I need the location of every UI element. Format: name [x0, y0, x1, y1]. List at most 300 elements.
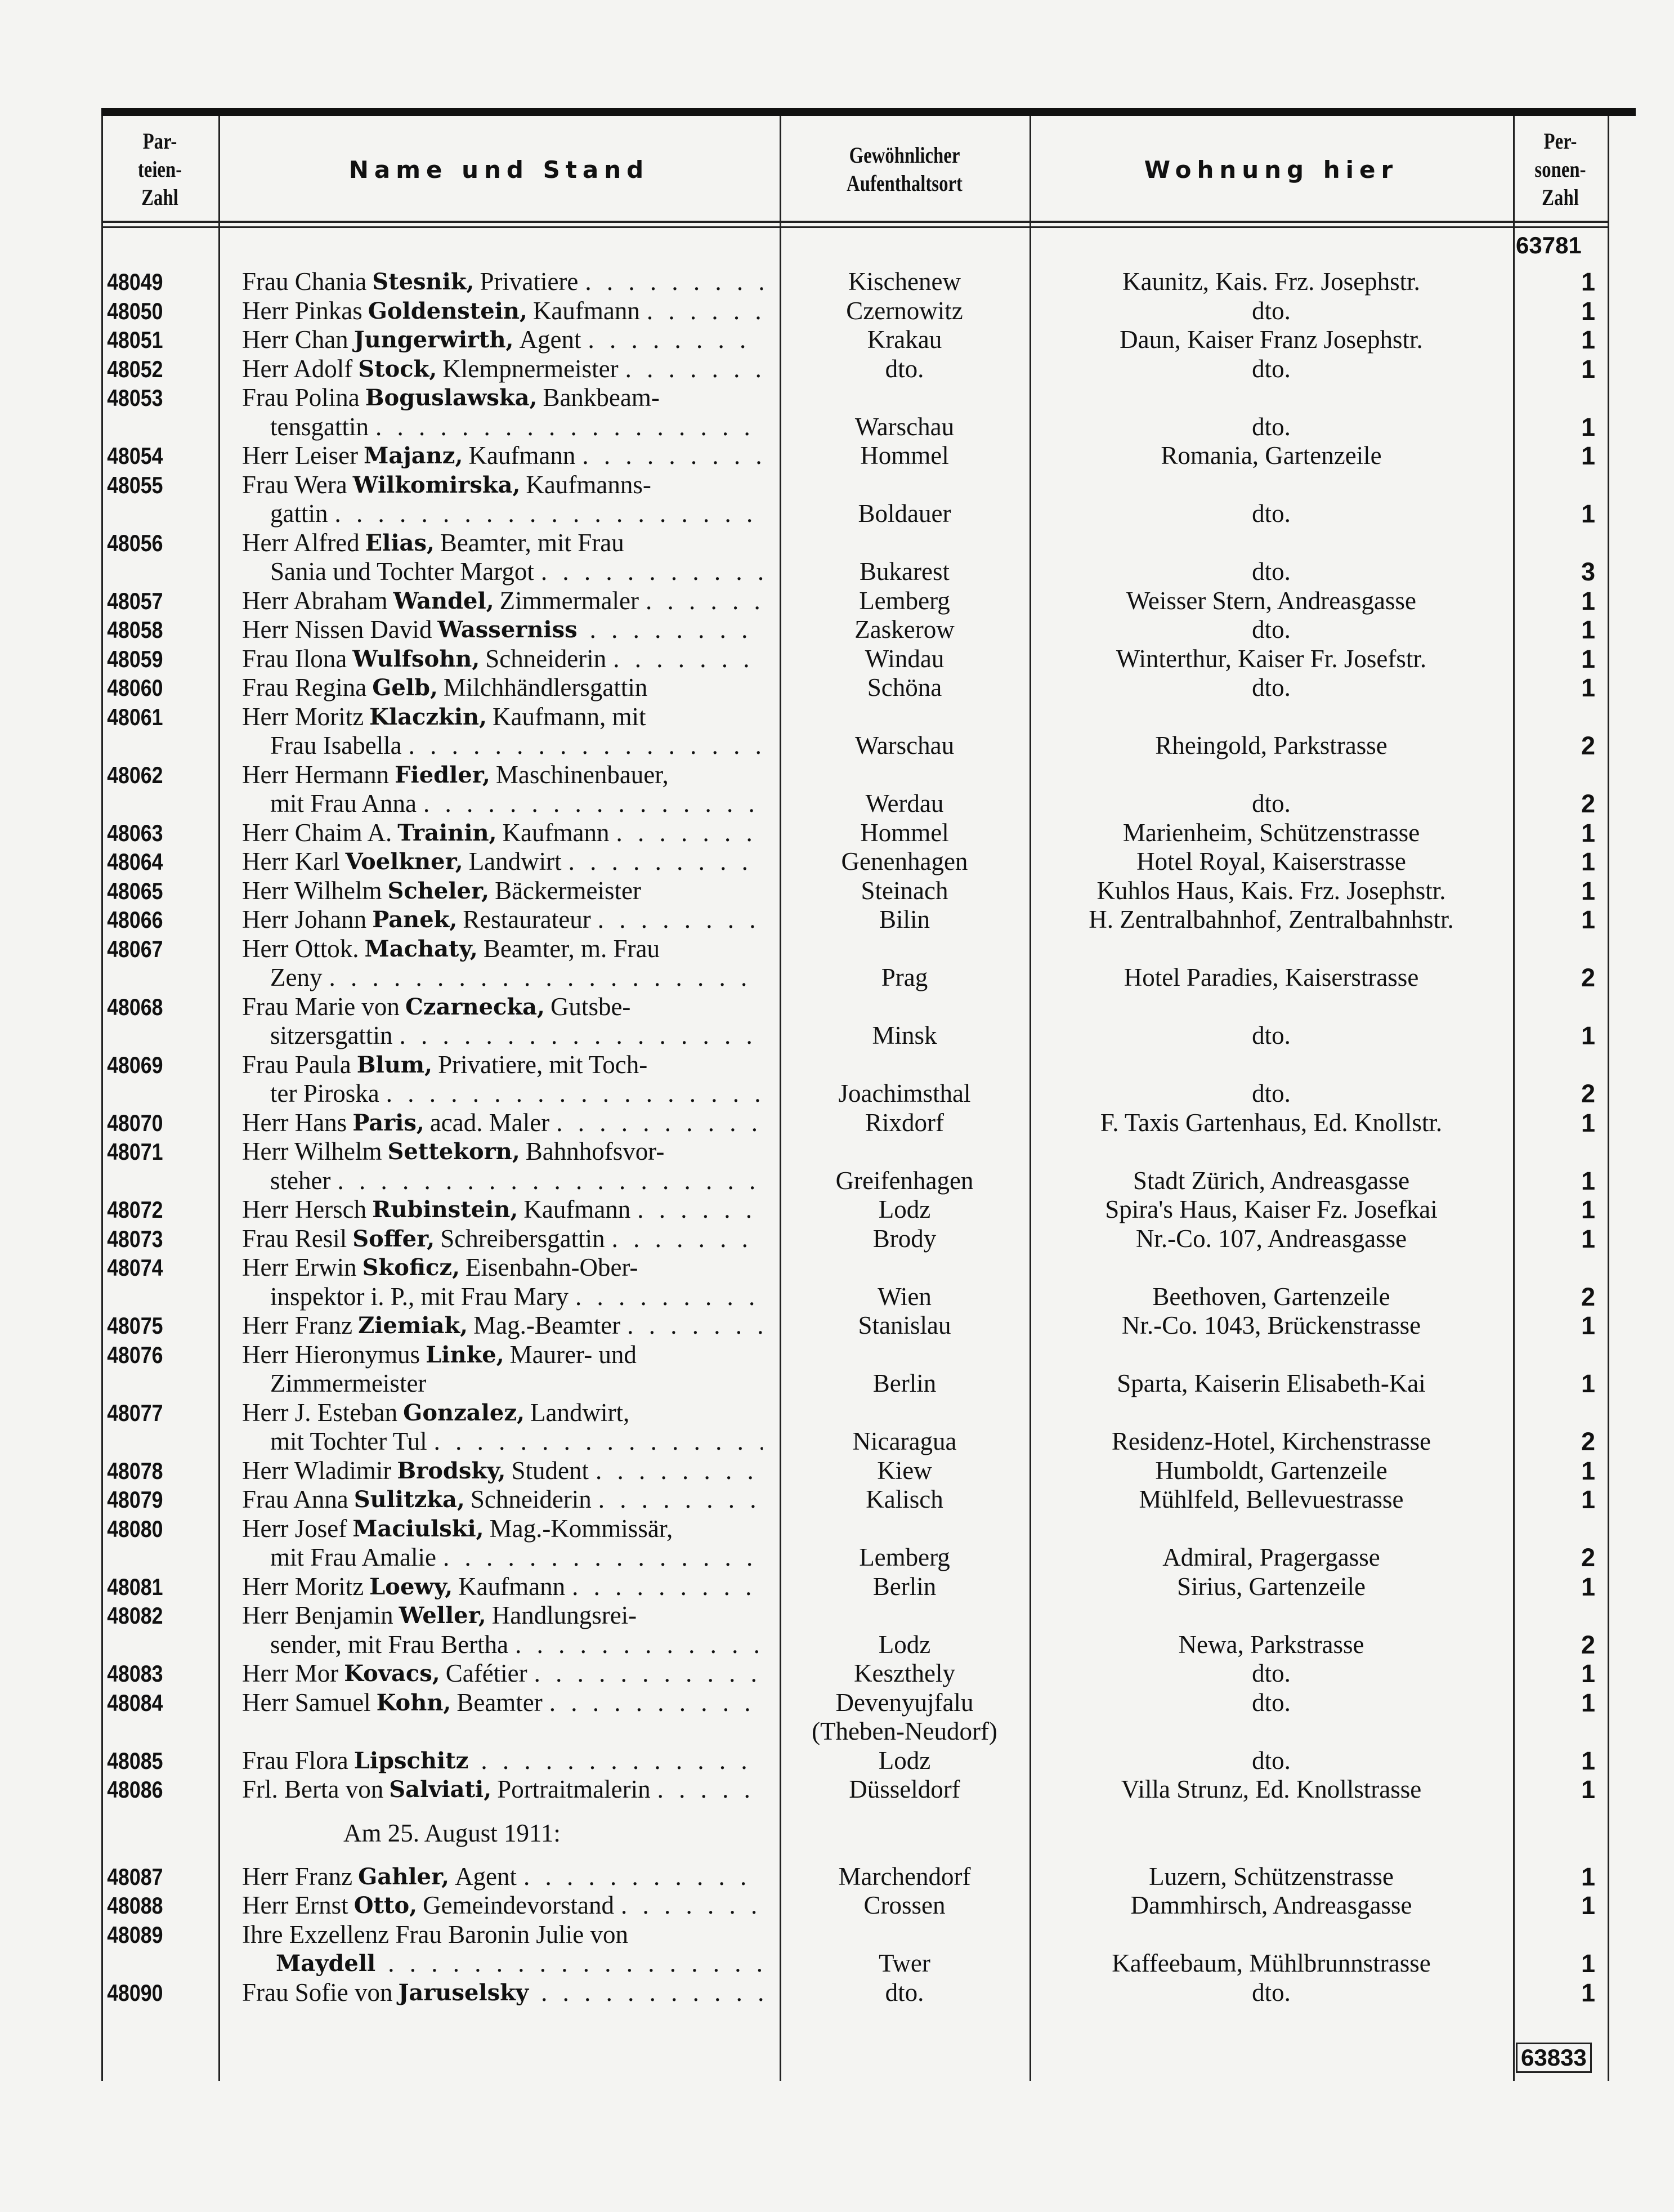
- usual-residence: [780, 1659, 1030, 1688]
- leader-dots: [647, 297, 763, 326]
- party-number: 48077: [107, 1399, 163, 1426]
- surname: Wasserniss: [437, 616, 578, 643]
- residence-text: Genenhagen: [841, 847, 968, 875]
- usual-residence: [780, 1253, 1030, 1311]
- usual-residence: [780, 1891, 1030, 1920]
- name-prefix: Herr Josef: [242, 1514, 347, 1543]
- address-text: Sirius, Gartenzeile: [1177, 1572, 1366, 1601]
- name-line: [242, 1746, 763, 1776]
- persons-count: [1513, 1340, 1608, 1398]
- residence-text: Berlin: [872, 1369, 937, 1397]
- name-line: [242, 1485, 763, 1514]
- surname: Maydell: [276, 1950, 376, 1977]
- name-prefix: inspektor i. P., mit Frau Mary: [270, 1282, 569, 1311]
- occupation: Privatiere: [480, 267, 579, 296]
- persons-count: [1513, 877, 1608, 906]
- name-prefix: Herr J. Esteban: [242, 1398, 398, 1427]
- name-line: [242, 1282, 763, 1312]
- header-line: Zahl: [1542, 185, 1579, 210]
- name-prefix: Herr Chan: [242, 325, 348, 354]
- name-line: [242, 1195, 763, 1225]
- local-address: [1030, 877, 1513, 906]
- local-address: [1030, 1746, 1513, 1776]
- persons-count: [1513, 1978, 1608, 2008]
- table-row: [101, 993, 1608, 1051]
- leader-dots: [588, 325, 763, 355]
- top-rule: [101, 108, 1636, 116]
- residence-text: Prag: [881, 963, 928, 991]
- name-prefix: Herr Erwin: [242, 1253, 357, 1281]
- table-row: [101, 1109, 1608, 1138]
- table-row: [101, 471, 1608, 529]
- surname: Rubinstein,: [372, 1196, 518, 1223]
- name-prefix: Herr Wilhelm: [242, 876, 382, 905]
- local-address: [1030, 1311, 1513, 1340]
- persons-value: 1: [1581, 296, 1595, 325]
- usual-residence: [780, 905, 1030, 935]
- surname: Gelb,: [372, 674, 438, 701]
- table-row: [101, 877, 1608, 906]
- persons-count: [1513, 1746, 1608, 1776]
- persons-value: 1: [1581, 1949, 1595, 1978]
- usual-residence: [780, 1572, 1030, 1602]
- name-and-status: [218, 1311, 780, 1340]
- header-line: teien-: [137, 157, 182, 182]
- address-text: Winterthur, Kaiser Fr. Josefstr.: [1116, 644, 1427, 673]
- usual-residence: [780, 1340, 1030, 1398]
- surname: Kohn,: [376, 1689, 451, 1716]
- name-line: [242, 325, 763, 355]
- leader-dots: [329, 963, 763, 993]
- persons-count: [1513, 993, 1608, 1051]
- name-line: [242, 1514, 763, 1544]
- leader-dots: [409, 731, 763, 761]
- table-row: [101, 1195, 1608, 1225]
- surname: Klaczkin,: [369, 703, 487, 730]
- occupation: Kaufmann: [458, 1572, 566, 1601]
- address-text: dto.: [1252, 1021, 1291, 1049]
- residence-text: Minsk: [872, 1021, 937, 1049]
- leader-dots: [334, 499, 763, 529]
- persons-value: 1: [1581, 1369, 1595, 1398]
- name-prefix: Frau Anna: [242, 1485, 348, 1513]
- page-total: 63833: [1516, 2043, 1592, 2073]
- residence-text: Schöna: [867, 673, 942, 701]
- persons-value: 1: [1581, 412, 1595, 441]
- surname: Gahler,: [358, 1863, 450, 1890]
- header-address: Wohnung hier: [1144, 155, 1399, 184]
- occupation: Restaurateur: [463, 905, 591, 933]
- occupation: Beamter, mit Frau: [440, 528, 624, 557]
- usual-residence: [780, 1775, 1030, 1804]
- persons-count: [1513, 1311, 1608, 1340]
- surname: Otto,: [353, 1892, 418, 1919]
- address-text: dto.: [1252, 1746, 1291, 1775]
- name-line: [242, 1167, 763, 1196]
- name-line: [242, 731, 763, 761]
- persons-count: [1513, 325, 1608, 355]
- residence-text: Marchendorf: [838, 1862, 971, 1891]
- address-text: dto.: [1252, 557, 1291, 586]
- party-number: 48086: [107, 1776, 163, 1803]
- address-text: dto.: [1252, 412, 1291, 441]
- name-line: [242, 1949, 763, 1978]
- name-line: [242, 1225, 763, 1254]
- name-line: [242, 1051, 763, 1080]
- name-prefix: tensgattin: [270, 412, 369, 441]
- local-address: [1030, 1253, 1513, 1311]
- persons-value: 1: [1581, 499, 1595, 528]
- persons-count: [1513, 819, 1608, 848]
- residence-text: Warschau: [854, 412, 955, 441]
- name-line: [242, 1253, 763, 1282]
- local-address: [1030, 673, 1513, 703]
- party-number: 48084: [107, 1689, 163, 1716]
- residence-text: Düsseldorf: [849, 1775, 960, 1803]
- party-number: 48060: [107, 674, 163, 701]
- name-prefix: Frau Resil: [242, 1224, 347, 1253]
- table-row: [101, 1659, 1608, 1688]
- occupation: acad. Maler: [429, 1108, 550, 1137]
- persons-value: 1: [1581, 876, 1595, 905]
- leader-dots: [375, 413, 763, 442]
- name-line: [242, 587, 763, 616]
- party-number: 48070: [107, 1109, 163, 1136]
- name-prefix: steher: [270, 1166, 331, 1195]
- name-and-status: [218, 1225, 780, 1254]
- surname: Stesnik,: [372, 269, 475, 295]
- table-row: [101, 325, 1608, 355]
- local-address: [1030, 1051, 1513, 1109]
- name-and-status: [218, 1920, 780, 1978]
- local-address: [1030, 645, 1513, 674]
- name-line: [242, 1630, 763, 1660]
- party-number: 48056: [107, 529, 163, 556]
- local-address: [1030, 1514, 1513, 1572]
- occupation: Kaufmann: [532, 296, 640, 325]
- usual-residence: [780, 267, 1030, 297]
- leader-dots: [541, 557, 763, 587]
- leader-dots: [399, 1021, 763, 1051]
- name-prefix: Herr Pinkas: [242, 296, 362, 325]
- usual-residence: [780, 935, 1030, 993]
- persons-value: 1: [1581, 905, 1595, 934]
- surname: Boguslawska,: [365, 385, 538, 411]
- occupation: Handlungsrei-: [491, 1601, 637, 1629]
- persons-count: [1513, 1195, 1608, 1225]
- leader-dots: [541, 1978, 763, 2008]
- name-prefix: Herr Samuel: [242, 1688, 371, 1717]
- name-line: [242, 499, 763, 529]
- persons-value: 1: [1581, 1775, 1595, 1804]
- leader-dots: [549, 1688, 763, 1718]
- name-line: [242, 1398, 763, 1428]
- surname: Stock,: [358, 355, 437, 382]
- persons-value: 1: [1581, 1862, 1595, 1891]
- header-line: Par-: [142, 128, 177, 154]
- residence-text: Krakau: [867, 325, 942, 354]
- persons-count: [1513, 703, 1608, 761]
- occupation: Bankbeam-: [543, 383, 660, 412]
- party-number: 48052: [107, 355, 163, 382]
- name-line: [242, 1688, 763, 1718]
- party-number: 48088: [107, 1892, 163, 1919]
- usual-residence: [780, 703, 1030, 761]
- local-address: [1030, 529, 1513, 587]
- residence-text: Windau: [865, 644, 945, 673]
- residence-text: Steinach: [861, 876, 948, 905]
- persons-count: [1513, 1225, 1608, 1254]
- address-text: Marienheim, Schützenstrasse: [1122, 818, 1420, 847]
- surname: Wandel,: [393, 587, 494, 614]
- residence-text: Zaskerow: [854, 615, 955, 644]
- party-number: 48076: [107, 1341, 163, 1368]
- usual-residence: [780, 1978, 1030, 2008]
- leader-dots: [388, 1949, 763, 1978]
- local-address: [1030, 297, 1513, 326]
- residence-text: Lodz: [878, 1195, 931, 1223]
- usual-residence: [780, 1688, 1030, 1746]
- name-and-status: [218, 1137, 780, 1195]
- name-line: [242, 761, 763, 790]
- address-text: Admiral, Pragergasse: [1162, 1543, 1380, 1571]
- name-prefix: Frau Isabella: [270, 731, 402, 759]
- persons-count: [1513, 267, 1608, 297]
- local-address: [1030, 1920, 1513, 1978]
- party-number: 48065: [107, 877, 163, 904]
- surname: Sulitzka,: [353, 1486, 465, 1513]
- persons-value: 1: [1581, 586, 1595, 615]
- name-line: [242, 703, 763, 732]
- address-text: dto.: [1252, 1659, 1291, 1687]
- name-prefix: Herr Franz: [242, 1862, 353, 1891]
- persons-value: 2: [1581, 1427, 1595, 1456]
- party-number: 48054: [107, 443, 163, 469]
- persons-value: 2: [1581, 1079, 1595, 1108]
- carry-over-total: 63781: [1516, 232, 1582, 258]
- name-line: [242, 877, 763, 906]
- residence-text: Rixdorf: [865, 1108, 944, 1137]
- leader-dots: [569, 847, 763, 877]
- name-prefix: Herr Ernst: [242, 1891, 348, 1919]
- local-address: [1030, 1398, 1513, 1456]
- table-row: [101, 673, 1608, 703]
- name-line: [242, 905, 763, 935]
- address-text: Dammhirsch, Andreasgasse: [1130, 1891, 1412, 1919]
- table-row: [101, 645, 1608, 674]
- leader-dots: [596, 1456, 763, 1486]
- residence-text: Brody: [872, 1224, 937, 1253]
- table-row: [101, 1253, 1608, 1311]
- occupation: Agent: [455, 1862, 517, 1891]
- residence-text: Bukarest: [860, 557, 950, 586]
- persons-value: 1: [1581, 1746, 1595, 1775]
- occupation: Milchhändlersgattin: [443, 673, 648, 701]
- surname: Panek,: [372, 906, 458, 933]
- residence-text: Werdau: [865, 789, 944, 817]
- name-prefix: Herr Wladimir: [242, 1456, 392, 1485]
- name-prefix: Herr Hieronymus: [242, 1340, 420, 1369]
- persons-count: [1513, 355, 1608, 384]
- name-and-status: [218, 819, 780, 848]
- persons-value: 1: [1581, 325, 1595, 354]
- persons-value: 1: [1581, 1485, 1595, 1514]
- persons-count: [1513, 1572, 1608, 1602]
- persons-value: 1: [1581, 1311, 1595, 1340]
- local-address: [1030, 355, 1513, 384]
- name-prefix: Herr Hersch: [242, 1195, 367, 1223]
- name-and-status: [218, 355, 780, 384]
- name-prefix: Herr Hans: [242, 1108, 347, 1137]
- local-address: [1030, 1225, 1513, 1254]
- persons-count: [1513, 615, 1608, 645]
- leader-dots: [637, 1195, 763, 1225]
- table-row: [101, 1920, 1608, 1978]
- local-address: [1030, 761, 1513, 819]
- address-text: dto.: [1252, 1079, 1291, 1107]
- table-row: [101, 1340, 1608, 1398]
- name-and-status: [218, 1688, 780, 1746]
- name-prefix: Herr Hermann: [242, 760, 390, 789]
- occupation: Privatiere, mit Toch-: [438, 1050, 648, 1079]
- party-number: 48050: [107, 297, 163, 324]
- address-text: Spira's Haus, Kaiser Fz. Josefkai: [1105, 1195, 1438, 1223]
- occupation: Eisenbahn-Ober-: [466, 1253, 638, 1281]
- name-prefix: Herr Abraham: [242, 586, 388, 615]
- persons-value: 1: [1581, 1108, 1595, 1137]
- persons-count: [1513, 1485, 1608, 1514]
- occupation: Schneiderin: [470, 1485, 592, 1513]
- leader-dots: [598, 1485, 763, 1514]
- occupation: Landwirt,: [530, 1398, 630, 1427]
- name-and-status: [218, 1572, 780, 1602]
- persons-count: [1513, 905, 1608, 935]
- header-party-number: [112, 116, 208, 223]
- usual-residence: [780, 471, 1030, 529]
- name-and-status: [218, 1775, 780, 1804]
- local-address: [1030, 1195, 1513, 1225]
- persons-count: [1513, 441, 1608, 471]
- local-address: [1030, 1978, 1513, 2008]
- name-line: [242, 645, 763, 674]
- name-line: [242, 615, 763, 645]
- party-number: 48085: [107, 1747, 163, 1774]
- address-text: Daun, Kaiser Franz Josephstr.: [1120, 325, 1423, 354]
- surname: Fiedler,: [395, 761, 490, 788]
- surname: Machaty,: [364, 935, 478, 962]
- persons-value: 1: [1581, 267, 1595, 296]
- party-number: 48078: [107, 1457, 163, 1484]
- usual-residence: [780, 529, 1030, 587]
- persons-count: [1513, 1775, 1608, 1804]
- name-line: [242, 1601, 763, 1630]
- residence-text: dto.: [885, 354, 924, 383]
- name-prefix: Herr Adolf: [242, 354, 353, 383]
- name-line: [242, 1891, 763, 1920]
- address-text: H. Zentralbahnhof, Zentralbahnhstr.: [1089, 905, 1454, 933]
- persons-value: 1: [1581, 818, 1595, 847]
- local-address: [1030, 993, 1513, 1051]
- residence-text: Kiew: [877, 1456, 932, 1485]
- leader-dots: [657, 1775, 763, 1804]
- name-line: [242, 1427, 763, 1456]
- party-number: 48059: [107, 645, 163, 672]
- address-text: Kaunitz, Kais. Frz. Josephstr.: [1122, 267, 1420, 296]
- table-row: [101, 703, 1608, 761]
- persons-value: 1: [1581, 1021, 1595, 1050]
- name-prefix: Zimmermeister: [270, 1369, 427, 1397]
- usual-residence: [780, 1746, 1030, 1776]
- usual-residence: [780, 1225, 1030, 1254]
- local-address: [1030, 1456, 1513, 1486]
- address-text: dto.: [1252, 789, 1291, 817]
- table-row: [101, 1456, 1608, 1486]
- surname: Salviati,: [389, 1776, 492, 1803]
- surname: Goldenstein,: [368, 297, 527, 324]
- occupation: Gutsbe-: [550, 992, 631, 1021]
- party-number: 48073: [107, 1225, 163, 1252]
- address-text: dto.: [1252, 1688, 1291, 1717]
- leader-dots: [625, 355, 763, 384]
- surname: Weller,: [399, 1602, 486, 1629]
- residence-text: Twer: [879, 1949, 930, 1977]
- name-line: [242, 1862, 763, 1892]
- local-address: [1030, 441, 1513, 471]
- party-number: 48063: [107, 819, 163, 846]
- persons-value: 3: [1581, 557, 1595, 586]
- persons-value: 2: [1581, 1282, 1595, 1311]
- name-and-status: [218, 1109, 780, 1138]
- residence-text: dto.: [885, 1978, 924, 2007]
- name-and-status: [218, 471, 780, 529]
- surname: Czarnecka,: [405, 993, 545, 1020]
- name-and-status: [218, 1456, 780, 1486]
- header-name: Name und Stand: [348, 155, 650, 184]
- occupation: Student: [511, 1456, 589, 1485]
- persons-count: [1513, 1109, 1608, 1138]
- name-line: [242, 1572, 763, 1602]
- usual-residence: [780, 1195, 1030, 1225]
- occupation: Beamter, m. Frau: [483, 934, 660, 963]
- name-and-status: [218, 1398, 780, 1456]
- occupation: Mag.-Kommissär,: [489, 1514, 673, 1543]
- residence-text: Kalisch: [866, 1485, 943, 1513]
- party-number: 48090: [107, 1979, 163, 2006]
- occupation: Kaufmann: [468, 441, 576, 470]
- name-and-status: [218, 1051, 780, 1109]
- table-row: [101, 847, 1608, 877]
- persons-value: 1: [1581, 1166, 1595, 1195]
- usual-residence: [780, 1398, 1030, 1456]
- leader-dots: [616, 819, 763, 848]
- name-prefix: Sania und Tochter Margot: [270, 557, 534, 586]
- usual-residence: [780, 297, 1030, 326]
- local-address: [1030, 471, 1513, 529]
- party-number: 48057: [107, 587, 163, 614]
- persons-value: 2: [1581, 731, 1595, 760]
- name-line: [242, 471, 763, 500]
- party-number: 48089: [107, 1921, 163, 1948]
- residence-text: Keszthely: [854, 1659, 955, 1687]
- name-line: [242, 529, 763, 558]
- name-and-status: [218, 1253, 780, 1311]
- name-prefix: Herr Franz: [242, 1311, 353, 1339]
- address-text: Beethoven, Gartenzeile: [1152, 1282, 1390, 1311]
- name-line: [242, 1340, 763, 1370]
- residence-text: Wien: [878, 1282, 932, 1311]
- address-text: dto.: [1252, 354, 1291, 383]
- leader-dots: [337, 1167, 763, 1196]
